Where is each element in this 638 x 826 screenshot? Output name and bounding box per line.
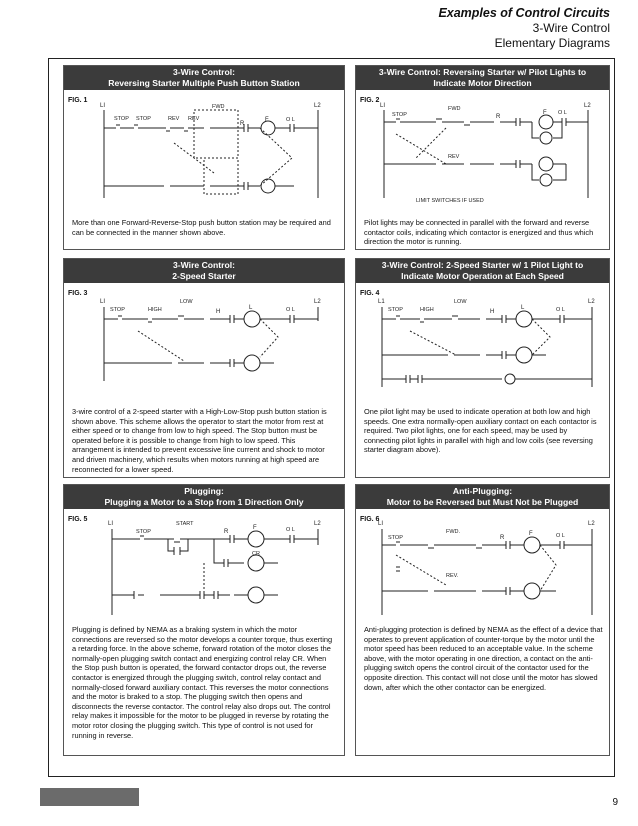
label-rev: REV.	[446, 573, 459, 579]
label-low: LOW	[180, 299, 193, 305]
label-stop: STOP	[136, 529, 151, 535]
label-ol: O L	[286, 117, 295, 123]
label-ol: O L	[286, 307, 295, 313]
panel-title	[64, 259, 344, 283]
panel-description: Anti-plugging protection is defined by NEMA as the effect of a device that operates to prevent application of counter-torque by the motor until the motor speed has been reduced to an acceptable value. In the scheme above, with the motor operating in one direction, a contact on the anti-plugging switch opens the control circuit of the contactor used for the opposite direction. This contact will not close until the motor has slowed down, after which the other contactor can be energized.	[364, 625, 603, 692]
circuit-diagram-fig1	[64, 98, 344, 208]
panel-title-line1: Plugging:	[184, 486, 224, 496]
label-ol: O L	[558, 110, 567, 116]
label-rev-1: REV	[168, 116, 180, 122]
label-rev: REV	[448, 154, 460, 160]
label-f: F	[543, 110, 547, 116]
panel-fig4	[355, 258, 610, 478]
panel-title-line2: 2-Speed Starter	[172, 271, 236, 281]
label-f: F	[253, 525, 257, 531]
label-l1: LI	[380, 103, 386, 109]
panel-title-line2: Indicate Motor Operation at Each Speed	[401, 271, 564, 281]
panel-fig3	[63, 258, 345, 478]
fig-label: FIG. 3	[68, 290, 88, 297]
label-f: F	[529, 531, 533, 537]
label-r: R	[500, 535, 505, 541]
panel-title-line1: 3-Wire Control: Reversing Starter w/ Pilot Lights to	[378, 67, 587, 77]
page-number: 9	[612, 797, 618, 808]
circuit-diagram-fig2	[356, 98, 609, 210]
label-stop: STOP	[388, 307, 403, 313]
fig-label: FIG. 5	[68, 516, 88, 523]
label-l2: L2	[584, 103, 591, 109]
label-l2: L2	[314, 103, 321, 109]
label-l1: LI	[100, 299, 106, 305]
circuit-diagram-fig6	[356, 515, 609, 625]
panel-title	[356, 66, 609, 90]
label-stop: STOP	[110, 307, 125, 313]
panel-fig1	[63, 65, 345, 250]
label-l: L	[249, 305, 253, 311]
page-title: Examples of Control Circuits	[438, 6, 610, 20]
panel-title-line2: Reversing Starter Multiple Push Button Station	[108, 78, 300, 88]
label-stop: STOP	[388, 535, 403, 541]
label-ol: O L	[556, 307, 565, 313]
panel-description: 3-wire control of a 2-speed starter with a High-Low-Stop push button station is shown above. This scheme allows the operator to start the motor from rest at either speed or to change from low to high speed. The Stop button must be operated before it is possible to change from high to low speed. This arrangement is intended to prevent excessive line current and shock to motor and driven machinery, which results when motors running at high speed are reconnected for a lower speed.	[72, 407, 327, 474]
page-header	[438, 6, 610, 51]
label-l: L	[521, 305, 525, 311]
panel-title	[64, 66, 344, 90]
label-start: START	[176, 521, 194, 527]
panel-description: More than one Forward-Reverse-Stop push button station may be required and can be connected in the manner shown above.	[72, 218, 331, 237]
label-high: HIGH	[148, 307, 162, 313]
label-l2: L2	[588, 299, 595, 305]
panel-fig6	[355, 484, 610, 756]
panel-title-line1: 3-Wire Control:	[173, 260, 235, 270]
page-subtitle-1: 3-Wire Control	[532, 21, 610, 35]
label-stop-2: STOP	[136, 116, 151, 122]
label-l1: LI	[378, 521, 384, 527]
label-l1: LI	[108, 521, 114, 527]
label-fwd: FWD	[212, 104, 225, 110]
panel-title	[356, 485, 609, 509]
circuit-diagram-fig5	[64, 515, 344, 625]
label-fwd: FWD.	[446, 529, 461, 535]
panel-description: One pilot light may be used to indicate operation at both low and high speeds. One extra normally-open auxiliary contact on each contactor is required. Two pilot lights, one for each speed, may be used by connecting pilot lights in parallel with high and low coils (see reversing starter diagram above).	[364, 407, 597, 455]
panel-fig5	[63, 484, 345, 756]
page-subtitle-2: Elementary Diagrams	[494, 36, 610, 50]
fig-label: FIG. 6	[360, 516, 380, 523]
panel-title	[64, 485, 344, 509]
label-l2: L2	[314, 521, 321, 527]
label-low: LOW	[454, 299, 467, 305]
label-f: F	[265, 117, 269, 123]
label-rev-2: REV	[188, 116, 200, 122]
panel-title-line2: Plugging a Motor to a Stop from 1 Direction Only	[104, 497, 304, 507]
panel-title-line2: Indicate Motor Direction	[433, 78, 532, 88]
label-l2: L2	[588, 521, 595, 527]
circuit-diagram-fig3	[64, 291, 344, 401]
fig-label: FIG. 1	[68, 97, 88, 104]
label-r: R	[496, 114, 501, 120]
label-stop: STOP	[392, 112, 407, 118]
label-h: H	[490, 309, 495, 315]
circuit-diagram-fig4	[356, 291, 609, 401]
panel-title-line1: 3-Wire Control:	[173, 67, 235, 77]
panel-title-line1: 3-Wire Control: 2-Speed Starter w/ 1 Pilot Light to	[381, 260, 584, 270]
label-high: HIGH	[420, 307, 434, 313]
label-cr: CR	[252, 551, 260, 557]
fig-label: FIG. 4	[360, 290, 380, 297]
label-l1: LI	[100, 103, 106, 109]
label-stop-1: STOP	[114, 116, 129, 122]
panel-title-line2: Motor to be Reversed but Must Not be Plugged	[386, 497, 579, 507]
panel-title	[356, 259, 609, 283]
panel-description: Plugging is defined by NEMA as a braking system in which the motor connections are reversed so the motor develops a counter torque, thus exerting a retarding force. In the above scheme, forward rotation of the motor closes the normally-open plugging switch contact and energizing control relay CR. When the Stop push button is operated, the forward contactor drops out, the reverse contactor is energized through the plugging switch, control relay contact and normally-closed forward auxiliary contact. This reverses the motor connections and the motor is braked to a stop. The plugging switch then opens and disconnects the reverse contactor. The control relay also drops out. The control relay makes it impossible for the motor to be plugged in reverse by rotating the motor rotor closing the plugging switch. This type of control is not used for running in reverse.	[72, 625, 333, 740]
panel-fig2	[355, 65, 610, 250]
panel-title-line1: Anti-Plugging:	[452, 486, 513, 496]
label-ol: O L	[286, 527, 295, 533]
footer-bar	[40, 788, 139, 806]
label-fwd: FWD	[448, 106, 461, 112]
label-l2: L2	[314, 299, 321, 305]
fig-label: FIG. 2	[360, 97, 380, 104]
label-limit-switches: LIMIT SWITCHES IF USED	[416, 198, 484, 204]
label-l1: L1	[378, 299, 385, 305]
panel-description: Pilot lights may be connected in parallel with the forward and reverse contactor coils, indicating which contactor is energized and thus which direction the motor is running.	[364, 218, 594, 247]
label-ol: O L	[556, 533, 565, 539]
label-r: R	[224, 529, 229, 535]
label-h: H	[216, 309, 221, 315]
label-r: R	[240, 121, 245, 127]
